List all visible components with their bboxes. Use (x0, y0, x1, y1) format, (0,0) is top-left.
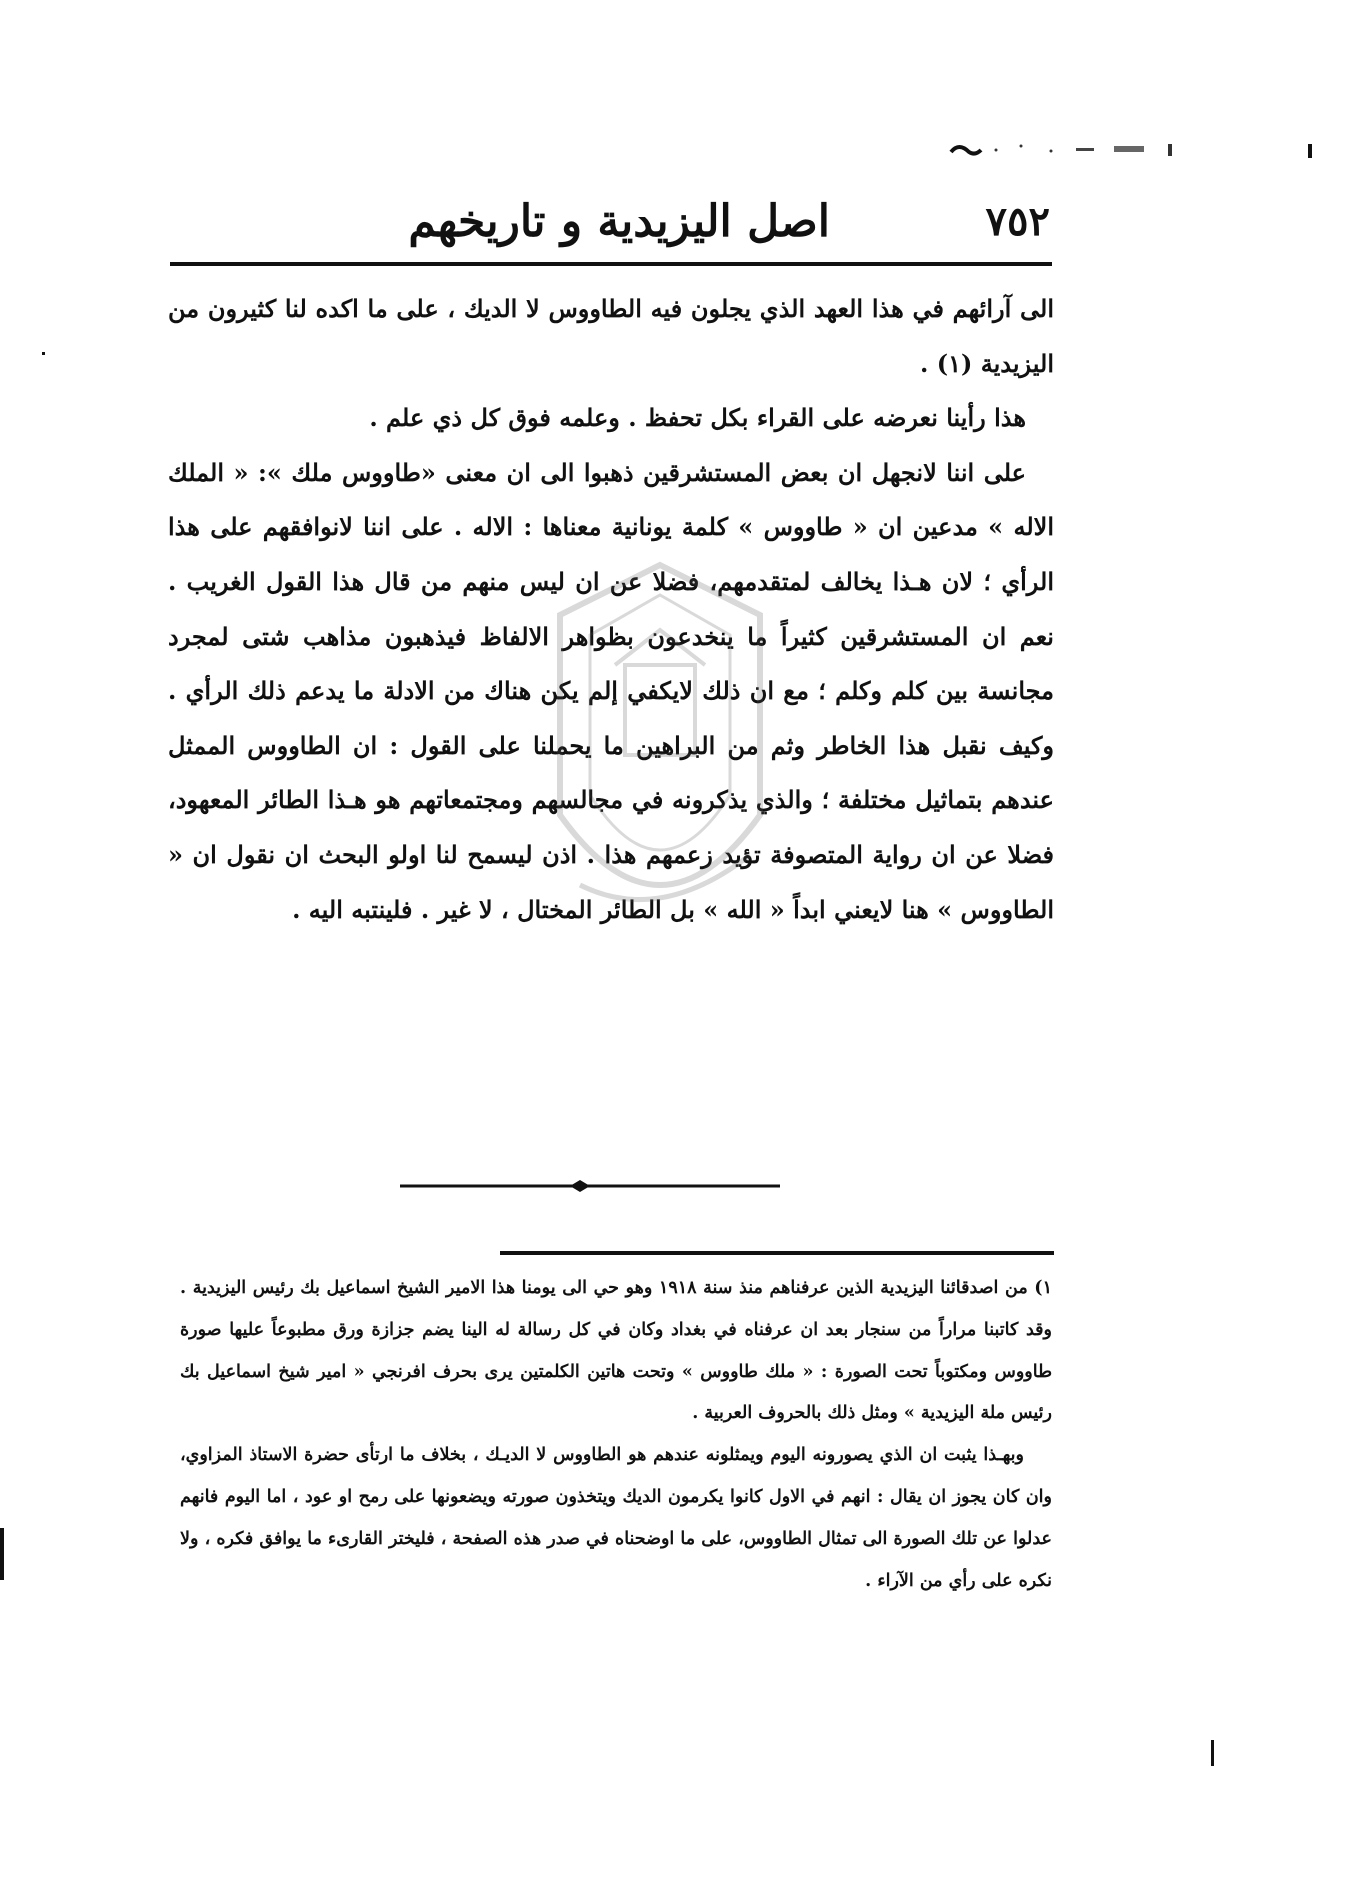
margin-mark (42, 352, 45, 355)
page-number: ٧٥٢ (985, 198, 1050, 245)
section-divider-ornament (400, 1178, 780, 1194)
body-paragraph: هذا رأينا نعرضه على القراء بكل تحفظ . وعلمه فوق كل ذي علم . (369, 403, 1026, 433)
library-seal-watermark (520, 555, 800, 975)
margin-mark (0, 1528, 4, 1580)
margin-mark (1308, 144, 1312, 158)
footnote-paragraph: وبهـذا يثبت ان الذي يصورونه اليوم ويمثلونه عندهم هو الطاووس لا الديـك ، بخلاف ما ارتأى حضرة الاستاذ المزاوي، وان كان يجوز ان يقال : انهم في الاول كانوا يكرمون الديك ويتخذون صورته ويضعونها على رمح او عود ، اما اليوم فانهم عدلوا عن تلك الصورة الى تمثال الطاووس، على ما اوضحناه في صدر هذه الصفحة ، فليختر القارىء ما يوافق فكره ، ولا نكره على رأي من الآراء . (180, 1445, 1052, 1591)
footnote-paragraph: ١) من اصدقائنا اليزيدية الذين عرفناهم منذ سنة ١٩١٨ وهو حي الى يومنا هذا الامير الشيخ اسماعيل بك رئيس اليزيدية . وقد كاتبنا مراراً من سنجار بعد ان عرفناه في بغداد وكان في كل رسالة له الينا يضم جزازة ورق مطبوعاً عليها صورة طاووس ومكتوباً تحت الصورة : « ملك طاووس » وتحت هاتين الكلمتين يرى بحرف افرنجي « امير شيخ اسماعيل بك رئيس ملة اليزيدية » ومثل ذلك بالحروف العربية . (180, 1278, 1052, 1424)
footnotes (180, 1268, 1052, 1602)
body-paragraph: الى آرائهم في هذا العهد الذي يجلون فيه الطاووس لا الديك ، على ما اكده لنا كثيرون من اليزيدية (١) . (168, 294, 1054, 378)
footnote-separator (500, 1251, 1054, 1255)
body-paragraph: على اننا لانجهل ان بعض المستشرقين ذهبوا الى ان معنى «طاووس ملك »: « الملك الاله » مدعين ان « طاووس » كلمة يونانية معناها : الاله . على اننا لانوافقهم على هذا الرأي ؛ لان هـذا يخالف لمتقدمهم، فضلا عن ان ليس منهم من قال هذا القول الغريب . نعم ان المستشرقين كثيراً ما ينخدعون بظواهر الالفاظ فيذهبون مذاهب شتى لمجرد مجانسة بين كلم وكلم ؛ مع ان ذلك لايكفي إلم يكن هناك من الادلة ما يدعم ذلك الرأي . وكيف نقبل هذا الخاطر وثم من البراهين ما يحملنا على القول : ان الطاووس الممثل عندهم بتماثيل مختلفة ؛ والذي يذكرونه في مجالسهم ومجتمعاتهم هو هـذا الطائر المعهود، فضلا عن ان رواية المتصوفة تؤيد زعمهم هذا . اذن ليسمح لنا اولو البحث ان نقول ان « الطاووس » هنا لايعني ابداً « الله » بل الطائر المختال ، لا غير . فلينتبه اليه . (168, 457, 1054, 924)
running-title: اصل اليزيدية و تاريخهم (408, 196, 830, 247)
margin-mark (1211, 1740, 1214, 1766)
page-header (170, 196, 1050, 258)
header-rule (170, 262, 1052, 266)
scan-noise (946, 138, 1186, 162)
